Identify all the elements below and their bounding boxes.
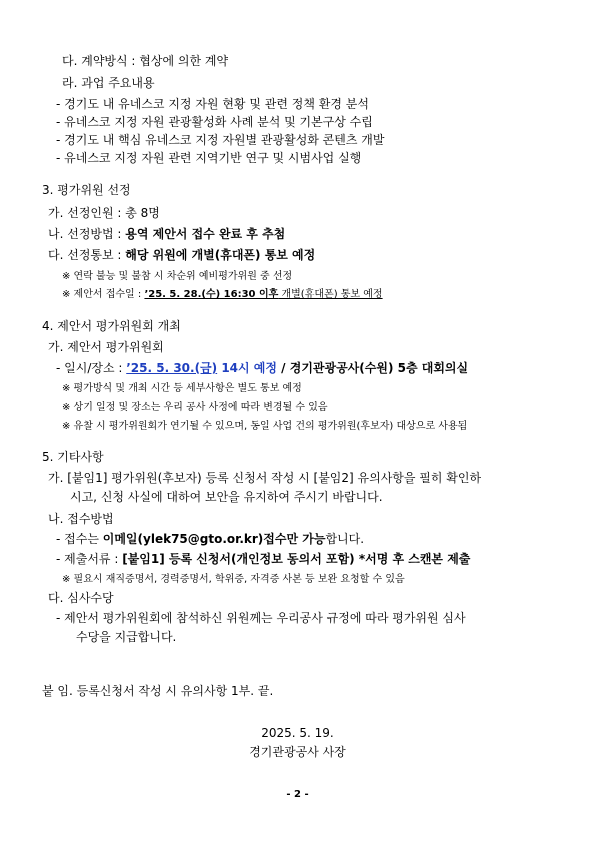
note: ※ 연락 불능 및 불참 시 차순위 예비평가위원 중 선정	[62, 271, 293, 282]
schedule-line: - 일시/장소 : ’25. 5. 30.(금) 14시 예정 / 경기관광공사(수원) 5층 대회의실	[56, 361, 469, 375]
task-item: - 경기도 내 핵심 유네스코 지정 자원별 관광활성화 콘텐츠 개발	[56, 133, 385, 147]
fee-description: - 제안서 평가위원회에 참석하신 위원께는 우리공사 규정에 따라 평가위원 심사	[56, 611, 466, 625]
registration-instruction-cont: 시고, 신청 사실에 대하여 보안을 유지하여 주시기 바랍니다.	[70, 490, 383, 504]
submission-method-heading: 나. 접수방법	[48, 512, 114, 526]
main-tasks-heading: 라. 과업 주요내용	[62, 76, 155, 90]
issuer: 경기관광공사 사장	[249, 745, 346, 759]
task-item: - 유네스코 지정 자원 관련 지역기반 연구 및 시범사업 실행	[56, 151, 362, 165]
section-4-title: 4. 제안서 평가위원회 개최	[42, 319, 181, 333]
document-date: 2025. 5. 19.	[261, 726, 334, 740]
committee-heading: 가. 제안서 평가위원회	[48, 340, 164, 354]
note: ※ 유찰 시 평가위원회가 연기될 수 있으며, 동일 사업 건의 평가위원(후보자) 대상으로 사용됨	[62, 421, 468, 432]
registration-instruction: 가. [붙임1] 평가위원(후보자) 등록 신청서 작성 시 [붙임2] 유의사항을 필히 확인하	[48, 471, 482, 485]
section-3-title: 3. 평가위원 선정	[42, 183, 131, 197]
selection-notice: 다. 선정통보 : 해당 위원에 개별(휴대폰) 통보 예정	[48, 248, 316, 262]
fee-heading: 다. 심사수당	[48, 591, 114, 605]
selection-method: 나. 선정방법 : 용역 제안서 접수 완료 후 추첨	[48, 227, 286, 241]
note: ※ 필요시 재직증명서, 경력증명서, 학위증, 자격증 사본 등 보완 요청할 수 있음	[62, 574, 405, 585]
submission-documents: - 제출서류 : [붙임1] 등록 신청서(개인정보 동의서 포함) *서명 후 스캔본 제출	[56, 552, 471, 566]
note: ※ 평가방식 및 개최 시간 등 세부사항은 별도 통보 예정	[62, 383, 302, 394]
note: ※ 상기 일정 및 장소는 우리 공사 사정에 따라 변경될 수 있음	[62, 402, 328, 413]
page-number: - 2 -	[286, 789, 309, 800]
attachment-line: 붙 임. 등록신청서 작성 시 유의사항 1부. 끝.	[42, 684, 274, 698]
task-item: - 유네스코 지정 자원 관광활성화 사례 분석 및 기본구상 수립	[56, 115, 373, 129]
fee-description-cont: 수당을 지급합니다.	[76, 630, 177, 644]
contract-method: 다. 계약방식 : 협상에 의한 계약	[62, 54, 229, 68]
submission-email: - 접수는 이메일(ylek75@gto.or.kr)접수만 가능합니다.	[56, 532, 365, 546]
section-5-title: 5. 기타사항	[42, 450, 104, 464]
task-item: - 경기도 내 유네스코 지정 자원 현황 및 관련 정책 환경 분석	[56, 97, 369, 111]
selection-count: 가. 선정인원 : 총 8명	[48, 206, 160, 220]
note: ※ 제안서 접수일 : ’25. 5. 28.(수) 16:30 이후 개별(휴대폰) 통보 예정	[62, 289, 383, 300]
